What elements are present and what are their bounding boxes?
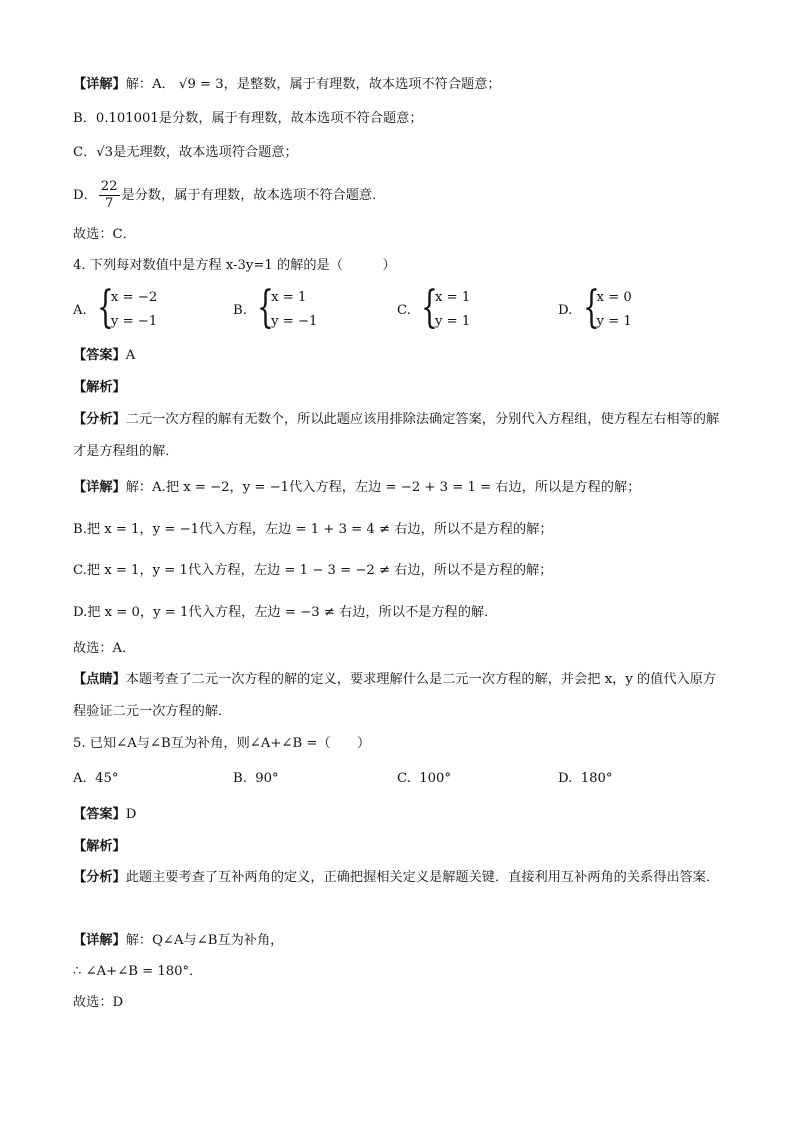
q5-stem-text: 5. 已知∠A与∠B互为补角，则∠A+∠B =（ ） [73,736,371,751]
fenxi-tag: 【分析】 [73,870,126,885]
detail-2-text: ∴ ∠A+∠B = 180°． [73,964,203,979]
answer-tag: 【答案】 [73,807,126,822]
analysis-tag: 【解析】 [73,380,126,395]
equation-system [582,282,632,334]
option-label: A. [73,771,87,786]
equation-x: x = 0 [596,290,632,305]
q5-choice: 故选：D [73,995,124,1010]
option-label: B. [233,771,247,786]
option-label: C. [397,771,411,786]
detail-d-prefix: D． [73,188,97,203]
option-label: C. [397,302,411,318]
equation-x: x = 1 [435,290,471,305]
q4-stem-text: 4. 下列每对数值中是方程 x-3y=1 的解的是（ ） [73,258,396,273]
equation-system [96,282,158,334]
q4-answer-line [73,347,135,365]
detail-1-text: 解：Q∠A与∠B互为补角， [125,933,284,948]
q3-detail-d-line [73,176,385,216]
detail-c-text: 是无理数，故本选项符合题意； [113,145,298,160]
fenxi-text: 二元一次方程的解有无数个，所以此题应该用排除法确定答案，分别代入方程组，使方程左右相等的解才是方程组的解． [73,412,720,459]
q4-choice-line [73,640,135,658]
left-brace-icon: { [421,282,438,333]
detail-tag: 【详解】 [73,77,126,92]
q5-fenxi-paragraph [73,862,723,894]
q5-answer-line [73,806,136,824]
detail-a-text: ，是整数，属于有理数，故本选项不符合题意； [223,77,501,92]
answer-value: A [125,348,136,363]
sqrt3-expression: √3 [96,145,114,160]
detail-tag: 【详解】 [73,480,126,495]
q5-option-a [73,771,118,786]
fenxi-text: 此题主要考查了互补两角的定义，正确把握相关定义是解题关键．直接利用互补两角的关系得出答案． [125,870,720,885]
equation-y: y = −1 [271,314,318,329]
detail-a-text: 解：A.把 x = −2，y = −1代入方程，左边 = −2 + 3 = 1 = 右边，所以是方程的解； [125,480,641,495]
q4-stem [73,257,396,275]
left-brace-icon: { [96,282,114,333]
equation-y: y = 1 [435,314,471,329]
q4-fenxi-paragraph [73,404,723,468]
q5-detail-line-2 [73,963,202,981]
equation-y: y = −1 [110,314,158,329]
q5-analysis-heading [73,838,126,856]
detail-tag: 【详解】 [73,933,126,948]
left-brace-icon: { [257,282,274,333]
q3-detail-a-line [73,76,501,94]
option-value: 100° [419,771,451,786]
q4-detail-a-line [73,479,640,497]
fraction-22-7 [99,179,120,212]
option-label: B. [233,302,247,318]
option-value: 45° [95,771,119,786]
detail-b-text: B.把 x = 1，y = −1代入方程，左边 = 1 + 3 = 4 ≠ 右边，所以不是方程的解； [73,522,553,537]
option-value: 90° [255,771,279,786]
q3-choice-line [73,226,136,244]
fraction-denominator: 7 [104,196,114,211]
answer-value: D [125,807,137,822]
fraction-numerator: 22 [100,179,118,194]
q4-dianjing-paragraph [73,664,723,728]
q5-option-d [558,771,612,786]
q4-analysis-heading [73,379,126,397]
q4-option-c [397,282,471,334]
analysis-tag: 【解析】 [73,839,126,854]
q3-detail-b-line [73,110,423,128]
equation-y: y = 1 [596,314,632,329]
q5-option-c [397,771,451,786]
q5-option-b [233,771,279,786]
detail-c-prefix: C． [73,145,97,160]
answer-tag: 【答案】 [73,348,126,363]
q4-option-d [558,282,632,334]
q4-detail-c-line [73,562,552,580]
dianjing-text: 本题考查了二元一次方程的解的定义，要求理解什么是二元一次方程的解，并会把 x，y 的值代入原方程验证二元一次方程的解． [73,672,717,719]
equation-system [257,282,318,334]
option-label: D. [558,302,573,318]
q4-detail-d-line [73,604,497,622]
detail-b-text: B．0.101001是分数，属于有理数，故本选项不符合题意； [73,111,423,126]
sqrt9-expression: √9 = 3 [179,77,224,92]
q4-option-a [73,282,158,334]
q4-detail-b-line [73,521,553,539]
q4-choice: 故选：A． [73,641,136,656]
detail-d-text: 是分数，属于有理数，故本选项不符合题意． [121,188,386,203]
left-brace-icon: { [582,282,600,333]
q3-detail-c-line [73,144,298,162]
q3-choice: 故选：C． [73,227,136,242]
equation-x: x = 1 [271,290,307,305]
q5-detail-line-1 [73,932,283,950]
option-label: D. [558,771,573,786]
option-label: A. [73,302,87,318]
q5-stem [73,735,370,753]
fenxi-tag: 【分析】 [73,412,126,427]
detail-a-prefix: 解：A． [125,77,175,92]
q5-choice-line [73,994,123,1012]
q4-option-b [233,282,318,334]
detail-d-text: D.把 x = 0，y = 1代入方程，左边 = −3 ≠ 右边，所以不是方程的解． [73,605,498,620]
dianjing-tag: 【点睛】 [73,672,126,687]
option-value: 180° [580,771,613,786]
detail-c-text: C.把 x = 1，y = 1代入方程，左边 = 1 − 3 = −2 ≠ 右边，所以不是方程的解； [73,563,553,578]
q5-options-row [73,771,723,791]
q4-options-row [73,282,723,336]
equation-system [421,282,471,334]
equation-x: x = −2 [110,290,158,305]
